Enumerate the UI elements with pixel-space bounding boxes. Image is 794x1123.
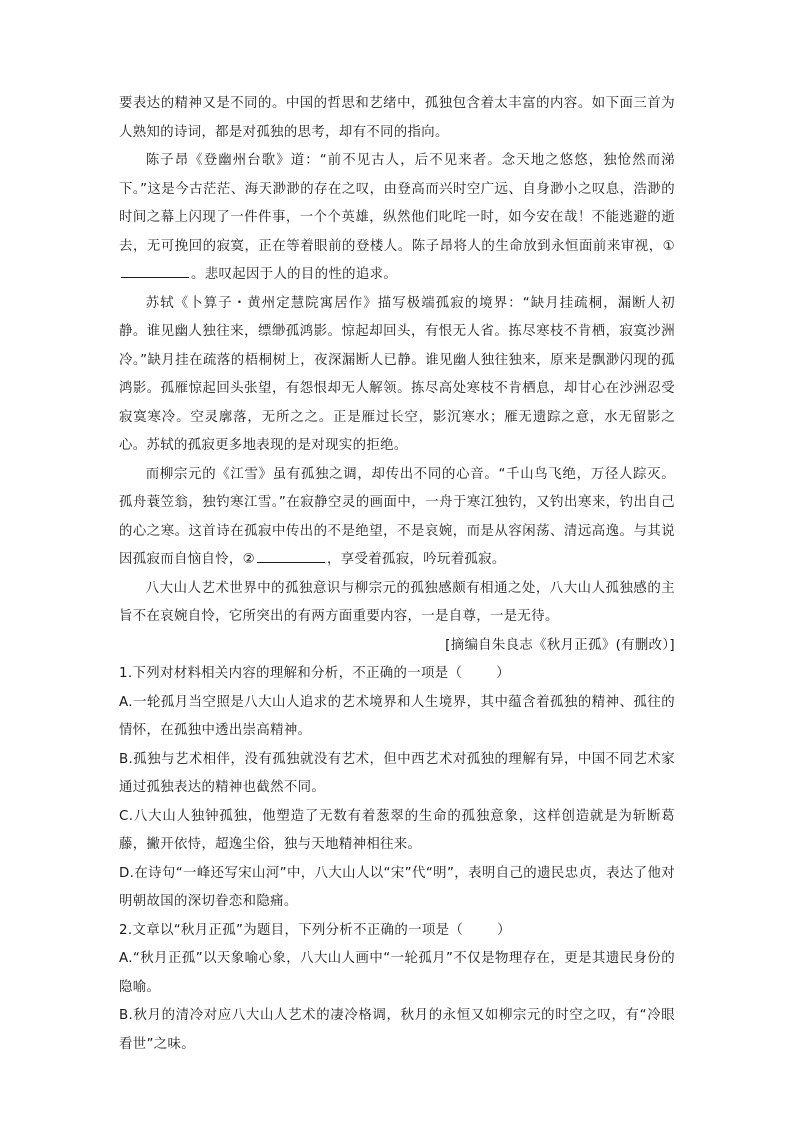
paragraph-text: 。悲叹起因于人的目的性的追求。 [191,267,398,282]
fill-in-blank[interactable] [257,546,325,563]
answer-option: B.秋月的清冷对应八大山人艺术的凄冷格调，秋月的永恒又如柳宗元的时空之叹，有“冷眼看世”之味。 [119,1008,675,1052]
paragraph-text: 陈子昂《登幽州台歌》道：“前不见古人，后不见来者。念天地之悠悠，独怆然而涕下。”这是今古茫茫、海天渺渺的存在之叹，由登高而兴时空广远、自身渺小之叹息，浩渺的时间之幕上闪现了一件件事，一个个英雄，纵然他们叱咤一时，如今安在哉！不能逃避的逝去，无可挽回的寂寞，正在等着眼前的登楼人。陈子昂将人的生命放到永恒面前来审视， [119,153,675,254]
paragraph-text: 而柳宗元的《江雪》虽有孤独之调，却传出不同的心音。“千山鸟飞绝，万径人踪灭。孤舟蓑笠翁，独钓寒江雪。”在寂静空灵的画面中，一舟于寒江独钓，又钓出寒来，钓出自己的心之寒。这首诗在孤寂中传出的不是绝望，不是哀婉，而是从容闲荡、清远高逸。与其说因孤寂而自恼自怜， [119,466,675,567]
paragraph-text: ，享受着孤寂，吟玩着孤寂。 [327,552,506,567]
source-citation: [摘编自朱良志《秋月正孤》(有删改）] [445,637,675,653]
question-stem [119,660,675,689]
article-paragraph [119,461,675,575]
article-paragraph: 苏轼《卜算子・黄州定慧院寓居作》描写极端孤寂的境界：“缺月挂疏桐，漏断人初静。谁见幽人独往来，缥缈孤鸿影。惊起却回头，有恨无人省。拣尽寒枝不肯栖，寂寞沙洲冷。”缺月挂在疏落的梧桐树上，夜深漏断人已静。谁见幽人独往独来，原来是飘渺闪现的孤鸿影。孤雁惊起回头张望，有怨恨却无人解领。拣尽高处寒枝不肯栖息，却甘心在沙洲忍受寂寞寒冷。空灵廓落，无所之之。正是雁过长空，影沉寒水；雁无遗踪之意，水无留影之心。苏轼的孤寂更多地表现的是对现实的拒绝。 [119,295,675,453]
article-paragraph: 要表达的精神又是不同的。中国的哲思和艺绪中，孤独包含着太丰富的内容。如下面三首为人熟知的诗词，都是对孤独的思考，却有不同的指向。 [119,96,675,140]
answer-option: A.一轮孤月当空照是八大山人追求的艺术境界和人生境界，其中蕴含着孤独的精神、孤往的情怀，在孤独中透出崇高精神。 [119,694,675,738]
article-paragraph: 八大山人艺术世界中的孤独意识与柳宗元的孤独感颇有相通之处，八大山人孤独感的主旨不在哀婉自怜，它所突出的有两方面重要内容，一是自尊，一是无待。 [119,580,675,624]
answer-option: D.在诗句“一峰还写宋山河”中，八大山人以“宋”代“明”，表明自己的遗民忠贞，表达了他对明朝故国的深切眷恋和隐痛。 [119,865,675,909]
answer-option: A.“秋月正孤”以天象喻心象，八大山人画中“一轮孤月”不仅是物理存在，更是其遗民身份的隐喻。 [119,951,675,995]
question-text: 1.下列对材料相关内容的理解和分析，不正确的一项是（ [119,666,463,681]
blank-marker: ② [242,552,256,567]
blank-marker: ① [662,238,675,254]
question-text: ） [496,666,510,681]
fill-in-blank[interactable] [121,261,189,278]
question-text: 2.文章以“秋月正孤”为题目，下列分析不正确的一项是（ [119,922,464,938]
answer-option: B.孤独与艺术相伴，没有孤独就没有艺术，但中西艺术对孤独的理解有异，中国不同艺术家通过孤独表达的精神也截然不同。 [119,751,675,795]
question-text: ） [497,922,511,938]
question-stem [119,917,675,946]
document-body [119,90,675,1059]
answer-option: C.八大山人独钟孤独，他塑造了无数有着葱翠的生命的孤独意象，这样创造就是为斩断葛藤，撇开依恃，超逸尘俗，独与天地精神相往来。 [119,808,675,852]
article-paragraph [119,147,675,290]
